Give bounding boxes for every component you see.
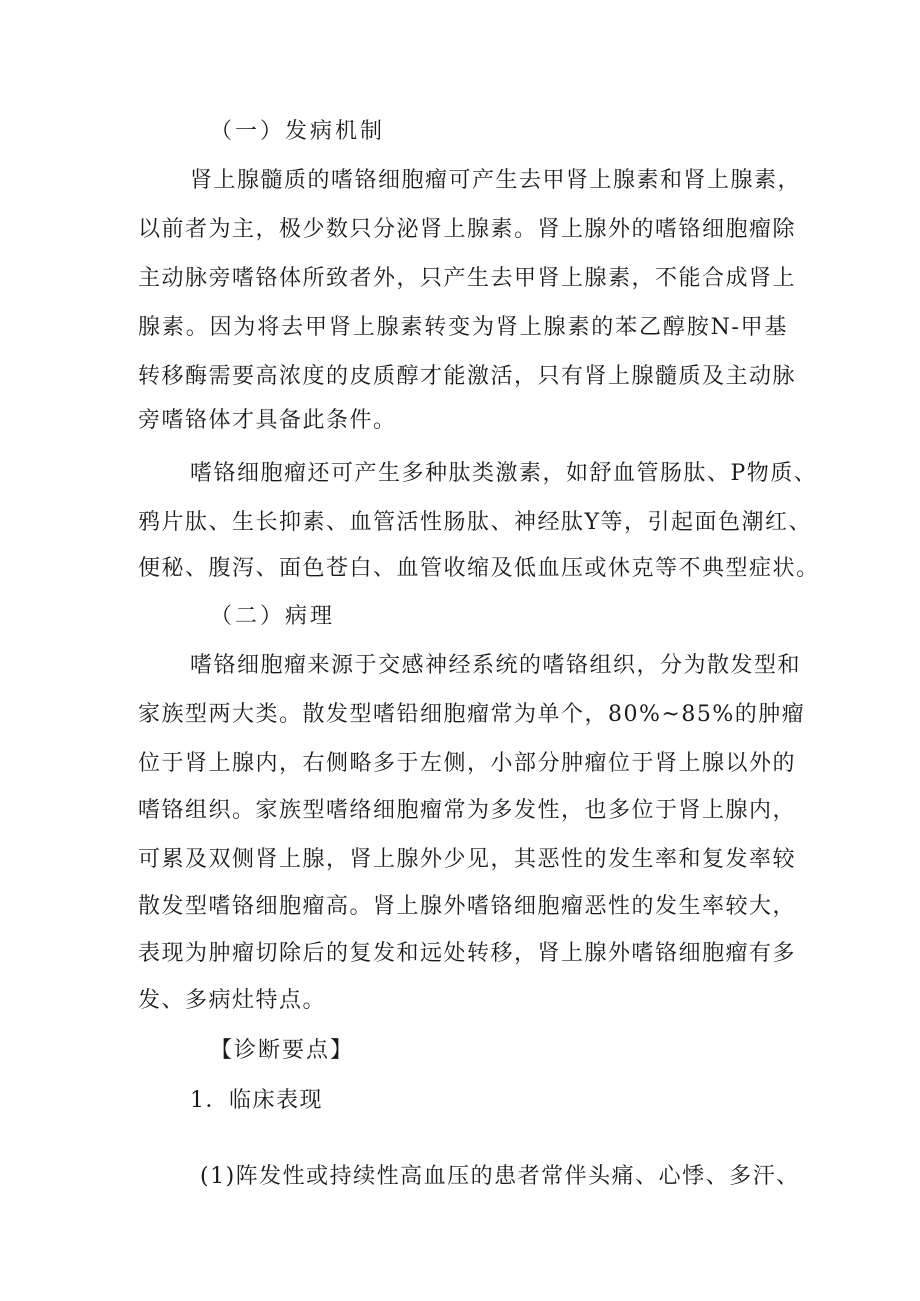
paragraph-line: 便秘、腹泻、面色苍白、血管收缩及低血压或休克等不典型症状。 — [138, 556, 820, 581]
paragraph-line: 家族型两大类。散发型嗜铅细胞瘤常为单个，80%~85%的肿瘤 — [138, 702, 806, 727]
section-heading-pathology: （二）病理 — [210, 604, 336, 629]
paragraph-line: 发、多病灶特点。 — [138, 988, 327, 1013]
paragraph-line: 表现为肿瘤切除后的复发和远处转移，肾上腺外嗜铬细胞瘤有多 — [138, 941, 797, 966]
paragraph-line: 嗜铬组织。家族型嗜络细胞瘤常为多发性，也多位于肾上腺内， — [138, 798, 797, 823]
paragraph-line: 鸦片肽、生长抑素、血管活性肠肽、神经肽Y等，引起面色潮红、 — [138, 510, 813, 535]
paragraph-line: 嗜铬细胞瘤还可产生多种肽类激素，如舒血管肠肽、P物质、 — [190, 461, 818, 486]
paragraph-line: 嗜铬细胞瘤来源于交感神经系统的嗜铬组织，分为散发型和 — [190, 653, 802, 678]
paragraph-line: 主动脉旁嗜铬体所致者外，只产生去甲肾上腺素，不能合成肾上 — [138, 266, 797, 291]
list-item: (1)阵发性或持续性高血压的患者常伴头痛、心悸、多汗、 — [200, 1164, 800, 1189]
paragraph-line: 散发型嗜铬细胞瘤高。肾上腺外嗜铬细胞瘤恶性的发生率较大， — [138, 894, 797, 919]
paragraph-line: 以前者为主，极少数只分泌肾上腺素。肾上腺外的嗜铬细胞瘤除 — [138, 217, 797, 242]
paragraph-line: 可累及双侧肾上腺，肾上腺外少见，其恶性的发生率和复发率较 — [138, 847, 797, 872]
paragraph-line: 位于肾上腺内，右侧略多于左侧，小部分肿瘤位于肾上腺以外的 — [138, 751, 797, 776]
paragraph-line: 肾上腺髓质的嗜铬细胞瘤可产生去甲肾上腺素和肾上腺素， — [190, 168, 802, 193]
paragraph-line: 转移酶需要高浓度的皮质醇才能激活，只有肾上腺髓质及主动脉 — [138, 364, 797, 389]
subsection-heading-clinical: 1．临床表现 — [190, 1088, 323, 1113]
paragraph-line: 腺素。因为将去甲肾上腺素转变为肾上腺素的苯乙醇胺N-甲基 — [138, 315, 788, 340]
paragraph-line: 旁嗜铬体才具备此条件。 — [138, 408, 397, 433]
section-heading-diagnosis: 【诊断要点】 — [210, 1038, 355, 1063]
section-heading-pathogenesis: （一）发病机制 — [210, 119, 386, 144]
